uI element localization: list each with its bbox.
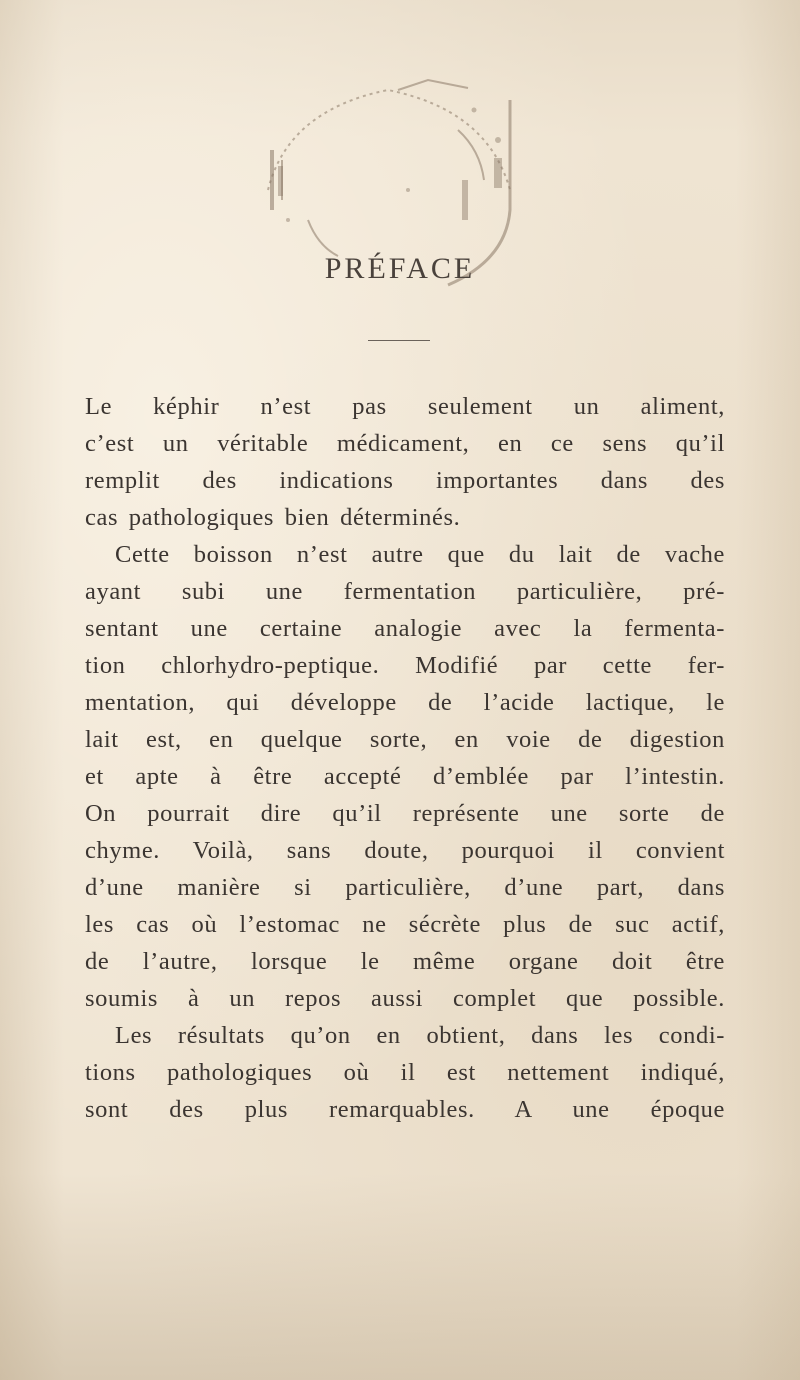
text-line: chyme. Voilà, sans doute, pourquoi il convient [85, 837, 725, 864]
body-text [85, 388, 725, 1128]
text-line: remplit des indications importantes dans des [85, 467, 725, 494]
text-line: Le képhir n’est pas seulement un aliment, [85, 393, 725, 420]
text-line: tions pathologiques où il est nettement indiqué, [85, 1059, 725, 1086]
text-line: On pourrait dire qu’il représente une sorte de [85, 800, 725, 827]
text-line: ayant subi une fermentation particulière, pré- [85, 578, 725, 605]
text-line: mentation, qui développe de l’acide lactique, le [85, 689, 725, 716]
text-line: et apte à être accepté d’emblée par l’intestin. [85, 763, 725, 790]
page-heading: PRÉFACE [324, 252, 476, 285]
text-line: sentant une certaine analogie avec la fermenta- [85, 615, 725, 642]
text-line: Les résultats qu’on en obtient, dans les condi- [115, 1022, 725, 1049]
text-line: sont des plus remarquables. A une époque [85, 1096, 725, 1123]
heading-divider [368, 340, 430, 341]
text-line: les cas où l’estomac ne sécrète plus de suc actif, [85, 911, 725, 938]
text-line: soumis à un repos aussi complet que possible. [85, 985, 725, 1012]
text-line: c’est un véritable médicament, en ce sens qu’il [85, 430, 725, 457]
text-line: cas pathologiques bien déterminés. [85, 504, 461, 531]
text-line: tion chlorhydro-peptique. Modifié par cette fer- [85, 652, 725, 679]
text-line: d’une manière si particulière, d’une part, dans [85, 874, 725, 901]
text-line: lait est, en quelque sorte, en voie de digestion [85, 726, 725, 753]
text-line: de l’autre, lorsque le même organe doit être [85, 948, 725, 975]
text-line: Cette boisson n’est autre que du lait de vache [115, 541, 725, 568]
